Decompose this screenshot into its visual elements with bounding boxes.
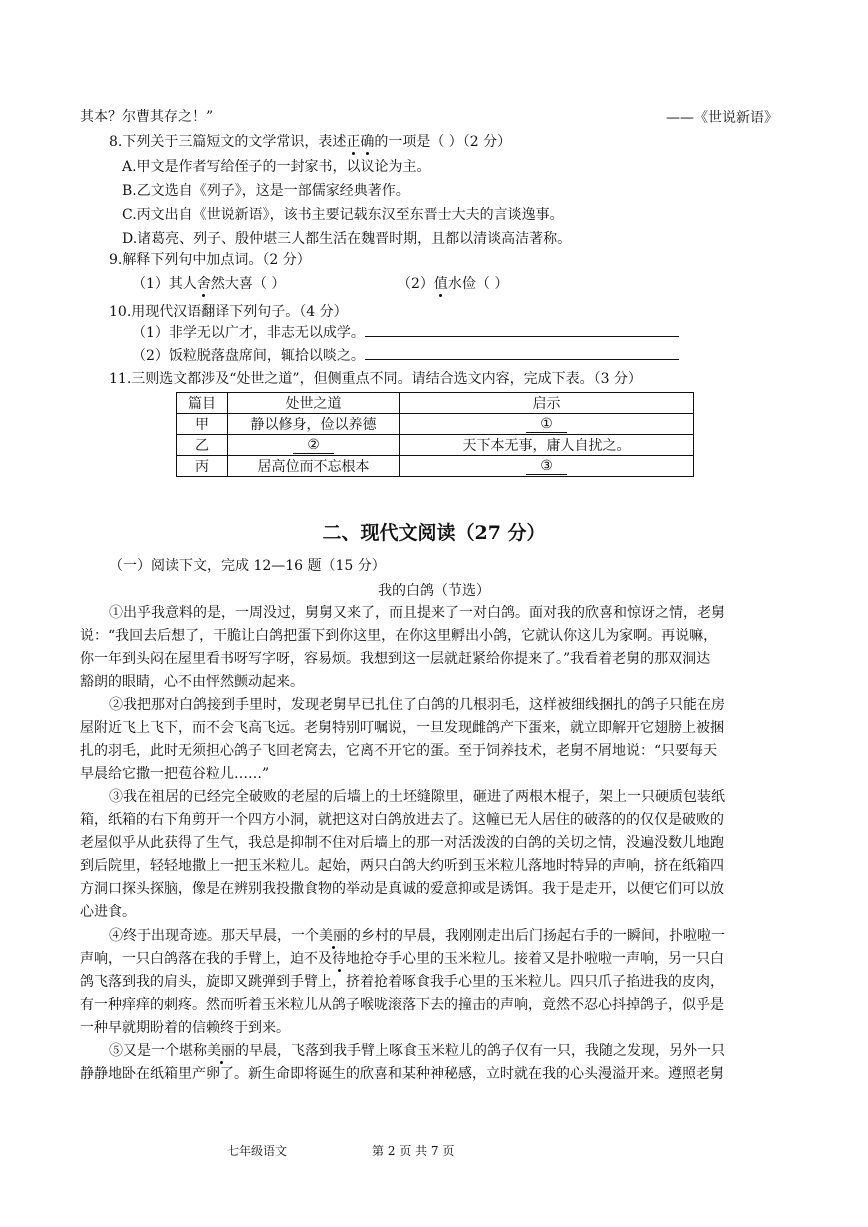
table-cell: 天下本无事，庸人自扰之。 bbox=[400, 435, 694, 456]
q9-item-1: （1）其人舍然大喜（ ） bbox=[132, 276, 286, 292]
paragraph-line: 豁朗的眼睛，心不由怦然颤动起来。 bbox=[80, 674, 304, 690]
table-cell: 乙 bbox=[177, 435, 228, 456]
section-heading: 二、现代文阅读（27 分） bbox=[322, 522, 546, 544]
table-row bbox=[177, 435, 694, 456]
paragraph-line: 到后院里，轻轻地撒上一把玉米粒儿。起始，两只白鸽大约听到玉米粒儿落地时特异的声响，挤在纸箱四 bbox=[80, 858, 724, 874]
paragraph-line: 声响，一只白鸽落在我的手臂上，迫不及待地抢夺手心里的玉米粒儿。接着又是扑啦啦一声响，另一只白 bbox=[80, 951, 724, 967]
paragraph-line: 有一种痒痒的刺疼。然而听着玉米粒儿从鸽子喉咙滚落下去的撞击的声响，竟然不忍心抖掉鸽子，似乎是 bbox=[80, 997, 724, 1013]
table-row bbox=[177, 456, 694, 477]
q9-item-2: （2）值水俭（ ） bbox=[397, 276, 509, 292]
source-citation: ——《世说新语》 bbox=[666, 110, 778, 126]
q8-stem: 8.下列关于三篇短文的文学常识，表述正确的一项是（ ）（2 分） bbox=[109, 134, 512, 150]
paragraph-line: 早晨给它撒一把苞谷粒儿……” bbox=[80, 766, 270, 782]
paragraph-line: ⑤又是一个堪称美丽的早晨，飞落到我手臂上啄食玉米粒儿的鸽子仅有一只，我随之发现，另外一只 bbox=[109, 1043, 725, 1059]
table-row bbox=[177, 414, 694, 435]
table-cell: 甲 bbox=[177, 414, 228, 435]
paragraph-line: ②我把那对白鸽接到手里时，发现老舅早已扎住了白鸽的几根羽毛，这样被细线捆扎的鸽子只能在房 bbox=[109, 697, 725, 713]
q10-stem: 10.用现代汉语翻译下列句子。（4 分） bbox=[109, 304, 348, 320]
paragraph-line: 箱，纸箱的右下角剪开一个四方小洞，就把这对白鸽放进去了。这幢已无人居住的破落的的仅仅是破败的 bbox=[80, 812, 724, 828]
q10-item-1: （1）非学无以广才，非志无以成学。 bbox=[132, 322, 679, 343]
answer-blank[interactable]: ③ bbox=[526, 458, 567, 475]
paragraph-line: 屋附近飞上飞下，而不会飞高飞远。老舅特别叮嘱说，一旦发现雌鸽产下蛋来，就立即解开它翅膀上被捆 bbox=[80, 720, 724, 736]
table-cell[interactable] bbox=[400, 456, 694, 477]
q11-table bbox=[176, 392, 694, 477]
paragraph-line: ①出乎我意料的是，一周没过，舅舅又来了，而且提来了一对白鸽。面对我的欣喜和惊讶之情，老舅 bbox=[109, 605, 725, 621]
header-cell: 处世之道 bbox=[228, 393, 400, 414]
table-header-row bbox=[177, 393, 694, 414]
q8-option-a: A.甲文是作者写给侄子的一封家书，以议论为主。 bbox=[122, 159, 431, 175]
carryover-line: 其本？尔曹其存之！” bbox=[80, 109, 214, 125]
q10-item-2: （2）饭粒脱落盘席间，辄拾以啖之。 bbox=[132, 345, 679, 366]
answer-line[interactable] bbox=[365, 322, 679, 337]
paragraph-line: ③我在祖居的已经完全破败的老屋的后墙上的土坯缝隙里，砸进了两根木棍子，架上一只硬质包装纸 bbox=[109, 789, 725, 805]
paragraph-line: 你一年到头闷在屋里看书呀写字呀，容易烦。我想到这一层就赶紧给你提来了。”我看着老舅的那双洞达 bbox=[80, 651, 711, 667]
table-cell: 丙 bbox=[177, 456, 228, 477]
q8-option-d: D.诸葛亮、列子、殷仲堪三人都生活在魏晋时期，且都以清谈高洁著称。 bbox=[122, 231, 572, 247]
paragraph-line: 一种早就期盼着的信赖终于到来。 bbox=[80, 1020, 290, 1036]
footer-subject: 七年级语文 bbox=[227, 1144, 288, 1158]
paragraph-line: 心进食。 bbox=[80, 904, 136, 920]
table-cell: 静以修身，俭以养德 bbox=[228, 414, 400, 435]
table-cell[interactable] bbox=[228, 435, 400, 456]
paragraph-line: 扎的羽毛，此时无须担心鸽子飞回老窝去，它离不开它的蛋。至于饲养技术，老舅不屑地说：“只要每天 bbox=[80, 743, 718, 759]
q8-option-b: B.乙文选自《列子》，这是一部儒家经典著作。 bbox=[122, 183, 410, 199]
page-number: 第 2 页 共 7 页 bbox=[372, 1144, 455, 1158]
subsection-heading: （一）阅读下文，完成 12—16 题（15 分） bbox=[109, 558, 386, 574]
paragraph-line: 静静地卧在纸箱里产卵了。新生命即将诞生的欣喜和某种神秘感，立时就在我的心头漫溢开来。遵照老舅 bbox=[80, 1066, 724, 1082]
header-cell: 篇目 bbox=[177, 393, 228, 414]
answer-blank[interactable]: ② bbox=[293, 437, 334, 454]
q11-stem: 11.三则选文都涉及“处世之道”，但侧重点不同。请结合选文内容，完成下表。（3 分） bbox=[109, 371, 642, 387]
paragraph-line: ④终于出现奇迹。那天早晨，一个美丽的乡村的早晨，我刚刚走出后门扬起右手的一瞬间，扑啦啦一 bbox=[109, 928, 725, 944]
answer-blank[interactable]: ① bbox=[526, 416, 567, 433]
paragraph-line: 鸽飞落到我的肩头，旋即又跳弹到手臂上，挤着抢着啄食我手心里的玉米粒儿。四只爪子掐进我的皮肉， bbox=[80, 974, 724, 990]
passage-title: 我的白鸽（节选） bbox=[378, 583, 490, 599]
q8-option-c: C.丙文出自《世说新语》，该书主要记载东汉至东晋士大夫的言谈逸事。 bbox=[122, 207, 564, 223]
header-cell: 启示 bbox=[400, 393, 694, 414]
paragraph-line: 老屋似乎从此获得了生气，我总是抑制不住对后墙上的那一对活泼泼的白鸽的关切之情，没遍没数儿地跑 bbox=[80, 835, 724, 851]
table-cell: 居高位而不忘根本 bbox=[228, 456, 400, 477]
answer-line[interactable] bbox=[365, 345, 679, 360]
paragraph-line: 方洞口探头探脑，像是在辨别我投撒食物的举动是真诚的爱意抑或是诱饵。我于是走开，以便它们可以放 bbox=[80, 881, 724, 897]
paragraph-line: 说：“我回去后想了，干脆让白鸽把蛋下到你这里，在你这里孵出小鸽，它就认你这儿为家啊。再说嘛， bbox=[80, 628, 718, 644]
q9-stem: 9.解释下列句中加点词。（2 分） bbox=[109, 252, 311, 268]
table-cell[interactable] bbox=[400, 414, 694, 435]
